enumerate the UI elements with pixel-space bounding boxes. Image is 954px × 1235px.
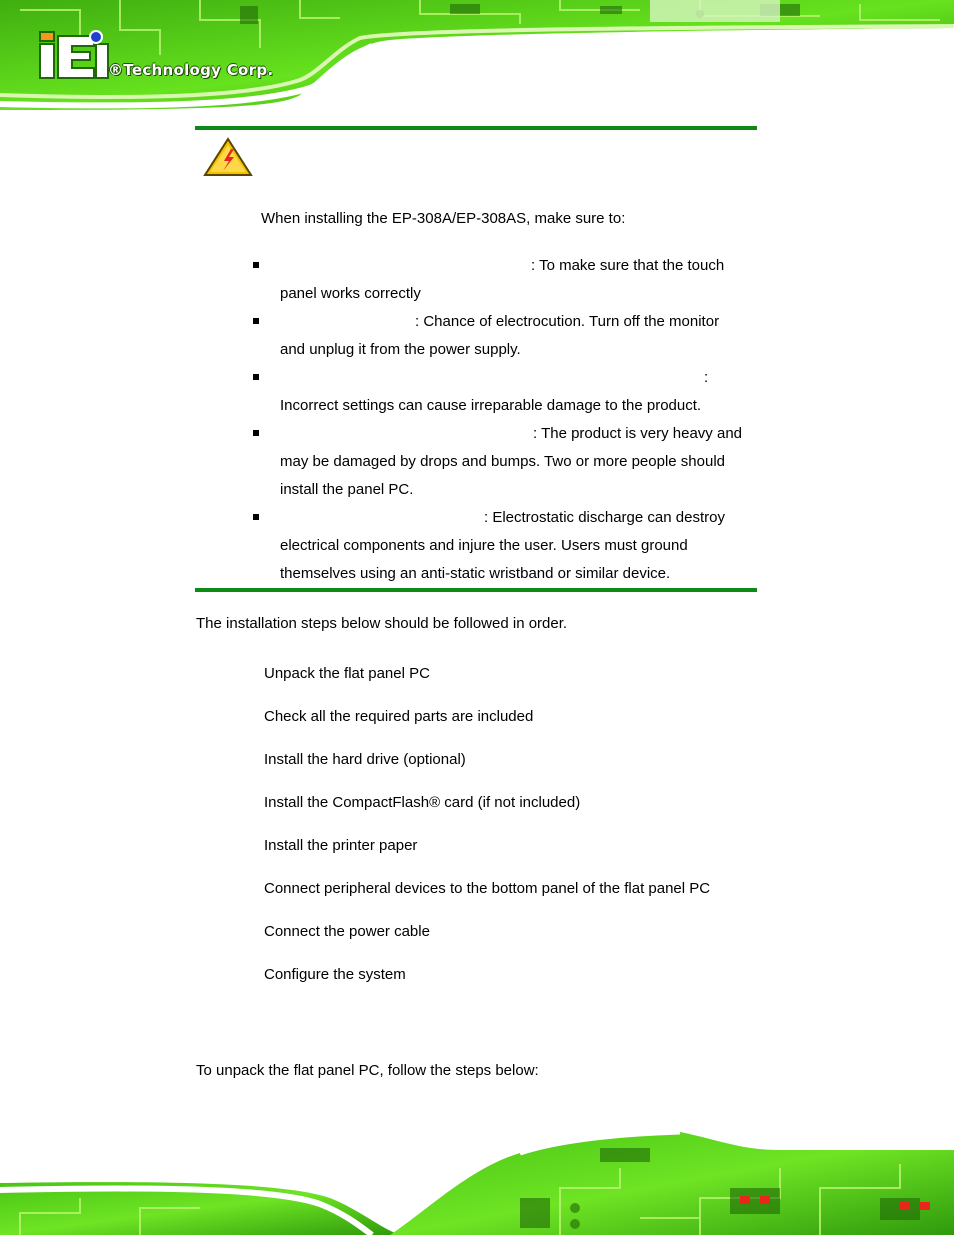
warning-intro: When installing the EP-308A/EP-308AS, make sure to: <box>261 210 626 227</box>
warning-top-rule <box>195 126 757 130</box>
warning-item-line: themselves using an anti-static wristband or similar device. <box>280 565 671 582</box>
warning-item-line: : <box>704 369 709 386</box>
circuit-board-graphic <box>0 0 954 112</box>
warning-item-line: and unplug it from the power supply. <box>280 341 521 358</box>
warning-item-line: panel works correctly <box>280 285 421 302</box>
warning-item-line: : The product is very heavy and <box>533 425 743 442</box>
warning-item-line: may be damaged by drops and bumps. Two or more people should <box>280 453 725 470</box>
step-item: Unpack the flat panel PC <box>264 665 430 682</box>
company-name: ®Technology Corp. <box>108 61 274 79</box>
bullet-marker <box>253 514 259 520</box>
step-item: Install the hard drive (optional) <box>264 751 466 768</box>
warning-item-line: install the panel PC. <box>280 481 414 498</box>
bullet-marker <box>253 430 259 436</box>
footer-banner <box>0 1128 954 1235</box>
warning-item-line: Incorrect settings can cause irreparable damage to the product. <box>280 397 702 414</box>
bullet-marker <box>253 262 259 268</box>
step-item: Configure the system <box>264 966 406 983</box>
step-item: Connect peripheral devices to the bottom panel of the flat panel PC <box>264 880 711 897</box>
warning-item-line: : Electrostatic discharge can destroy <box>484 509 725 526</box>
step-item: Install the CompactFlash® card (if not included) <box>264 794 581 811</box>
step-item: Connect the power cable <box>264 923 430 940</box>
warning-item-line: : To make sure that the touch <box>531 257 725 274</box>
step-item: Install the printer paper <box>264 837 418 854</box>
installation-order-text: The installation steps below should be followed in order. <box>196 615 568 632</box>
warning-bottom-rule <box>195 588 757 592</box>
unpack-instructions-text: To unpack the flat panel PC, follow the steps below: <box>196 1062 539 1079</box>
bullet-marker <box>253 318 259 324</box>
warning-item-line: : Chance of electrocution. Turn off the monitor <box>415 313 720 330</box>
warning-icon <box>203 137 253 177</box>
circuit-board-graphic <box>0 1128 954 1235</box>
bullet-marker <box>253 374 259 380</box>
warning-item-line: electrical components and injure the user. Users must ground <box>280 537 688 554</box>
header-banner <box>0 0 954 112</box>
step-item: Check all the required parts are included <box>264 708 534 725</box>
iei-logo <box>40 31 108 78</box>
